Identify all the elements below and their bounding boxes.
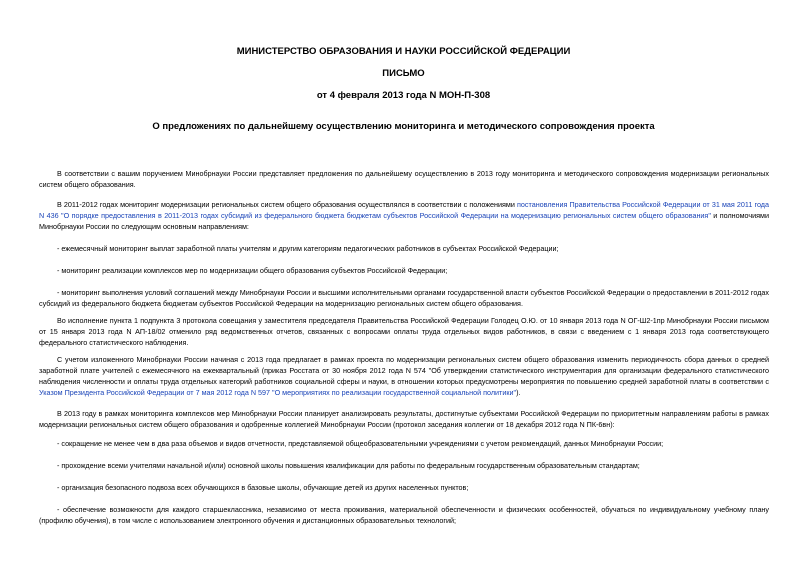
paragraph-2-start: В 2011-2012 годах мониторинг модернизации региональных систем общего образования осуществлялся в соответствии с положениями <box>57 200 518 209</box>
list-item: - мониторинг реализации комплексов мер по модернизации общего образования субъектов Российской Федерации; <box>57 266 448 275</box>
paragraph-2 <box>39 199 769 232</box>
document-date: от 4 февраля 2013 года N МОН-П-308 <box>316 90 491 101</box>
paragraph-2-end: и полномочиями Минобрнауки России по следующим основным направлениям: <box>39 211 769 231</box>
paragraph-1: В соответствии с вашим поручением Минобрнауки России представляет предложения по дальнейшему осуществлению в 2013 году мониторинга и методического сопровождения модернизации региональных систем общего образования. <box>39 169 769 189</box>
paragraph-4-start: С учетом изложенного Минобрнауки России начиная с 2013 года предлагает в рамках проекта по модернизации региональных систем общего образования изменить периодичность сбора данных о средней заработной плате учителей с ежемесячного на ежеквартальный (приказ Росстата от 30 ноября 2012 года N 574 "Об утверждении статистического инструментария для организации федерального статистического наблюдения численности и оплаты труда отдельных категорий работников социальной сферы и науки, в отношении которых предусмотрены мероприятия по повышению средней заработной платы в соответствии с <box>39 355 769 386</box>
government-decree-link[interactable]: постановления Правительства Российской Федерации от 31 мая 2011 года N 436 "О порядке предоставления в 2011-2013 годах субсидий из федерального бюджета бюджетам субъектов Российской Федерации на модернизацию региональных систем общего образования" <box>39 200 769 220</box>
list-item: - сокращение не менее чем в два раза объемов и видов отчетности, представляемой общеобразовательными учреждениями с учетом рекомендаций, данных Минобрнауки России; <box>57 439 664 448</box>
document-type: ПИСЬМО <box>382 68 425 79</box>
paragraph-3: Во исполнение пункта 1 подпункта 3 протокола совещания у заместителя председателя Правительства Российской Федерации Голодец О.Ю. от 10 января 2013 года N ОГ-Ш2-1пр Минобрнауки России письмом от 15 января 2013 года N АП-18/02 отменило ряд ведомственных отчетов, связанных с вопросами оплаты труда отдельных видов работников, в связи с введением с 1 января 2013 года соответствующего федерального статистического наблюдения. <box>39 316 769 347</box>
ministry-heading: МИНИСТЕРСТВО ОБРАЗОВАНИЯ И НАУКИ РОССИЙСКОЙ ФЕДЕРАЦИИ <box>236 46 571 57</box>
paragraph-4-end: ). <box>516 388 521 397</box>
presidential-decree-link[interactable]: Указом Президента Российской Федерации от 7 мая 2012 года N 597 "О мероприятиях по реализации государственной социальной политики" <box>39 388 517 397</box>
paragraph-5: В 2013 году в рамках мониторинга комплексов мер Минобрнауки России планирует анализировать результаты, достигнутые субъектами Российской Федерации по приоритетным направлениям работы в рамках модернизации региональных систем общего образования и одобренные коллегией Минобрнауки России (протокол заседания коллегии от 18 декабря 2012 года N ПК-6вн): <box>39 409 769 429</box>
paragraph-4 <box>39 354 769 398</box>
list-item: - обеспечение возможности для каждого старшеклассника, независимо от места проживания, материальной обеспеченности и физических особенностей, обучаться по индивидуальному учебному плану (профилю обучения), в том числе с использованием электронного обучения и дистанционных образовательных технологий; <box>39 505 769 525</box>
document-subject: О предложениях по дальнейшему осуществлению мониторинга и методического сопровождения проекта <box>152 121 655 132</box>
list-item: - ежемесячный мониторинг выплат заработной платы учителям и другим категориям педагогических работников в субъектах Российской Федерации; <box>57 244 559 253</box>
list-item: - мониторинг выполнения условий соглашений между Минобрнауки России и высшими исполнительными органами государственной власти субъектов Российской Федерации о предоставлении в 2011-2012 годах субсидий из федерального бюджета бюджетам субъектов Российской Федерации на модернизацию региональных систем общего образования. <box>39 288 769 308</box>
list-item: - прохождение всеми учителями начальной и(или) основной школы повышения квалификации для работы по федеральным государственным образовательным стандартам; <box>57 461 640 470</box>
list-item: - организация безопасного подвоза всех обучающихся в базовые школы, обучающие детей из других населенных пунктов; <box>57 483 469 492</box>
